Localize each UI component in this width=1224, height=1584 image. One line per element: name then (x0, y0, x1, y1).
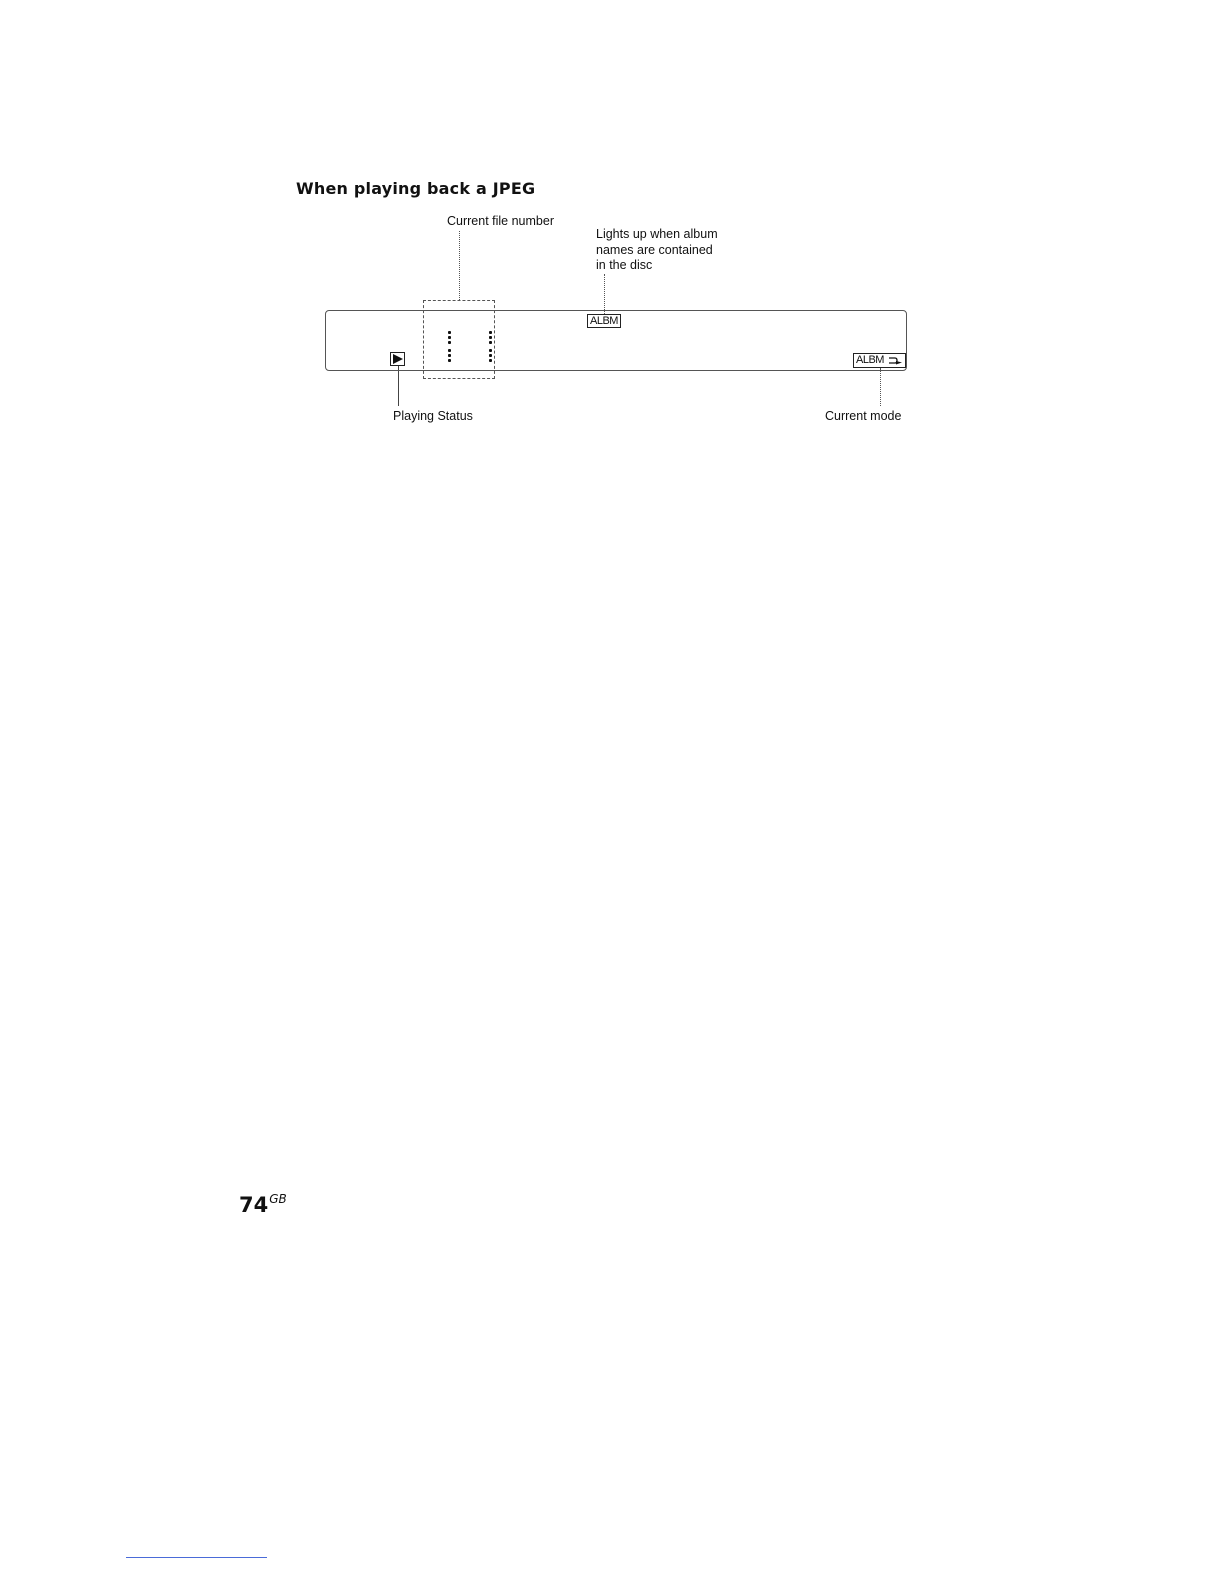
play-icon (390, 352, 405, 366)
leader-line-file-number (459, 231, 460, 300)
repeat-arrow-icon (887, 356, 903, 365)
callout-album-line-3: in the disc (596, 258, 653, 272)
digit-segment (448, 349, 451, 364)
section-heading: When playing back a JPEG (296, 179, 536, 198)
digit-segment (489, 331, 492, 346)
file-number-digits (423, 300, 495, 379)
callout-current-file-number: Current file number (447, 214, 554, 228)
callout-album-line-1: Lights up when album (596, 227, 718, 241)
footer-rule (126, 1557, 267, 1558)
callout-album-names (596, 227, 718, 274)
mode-indicator (853, 353, 906, 368)
digit-segment (489, 349, 492, 364)
leader-line-playing-status (398, 366, 399, 406)
digit-segment (448, 331, 451, 346)
callout-album-line-2: names are contained (596, 242, 713, 257)
page-number (239, 1192, 287, 1217)
leader-line-album (604, 274, 605, 314)
callout-current-mode: Current mode (825, 409, 902, 423)
album-indicator: ALBM (587, 314, 621, 328)
leader-line-current-mode (880, 368, 881, 406)
page-number-value: 74 (239, 1193, 269, 1217)
callout-playing-status: Playing Status (393, 409, 473, 423)
mode-indicator-label: ALBM (856, 354, 884, 366)
page-number-suffix: GB (269, 1192, 287, 1206)
